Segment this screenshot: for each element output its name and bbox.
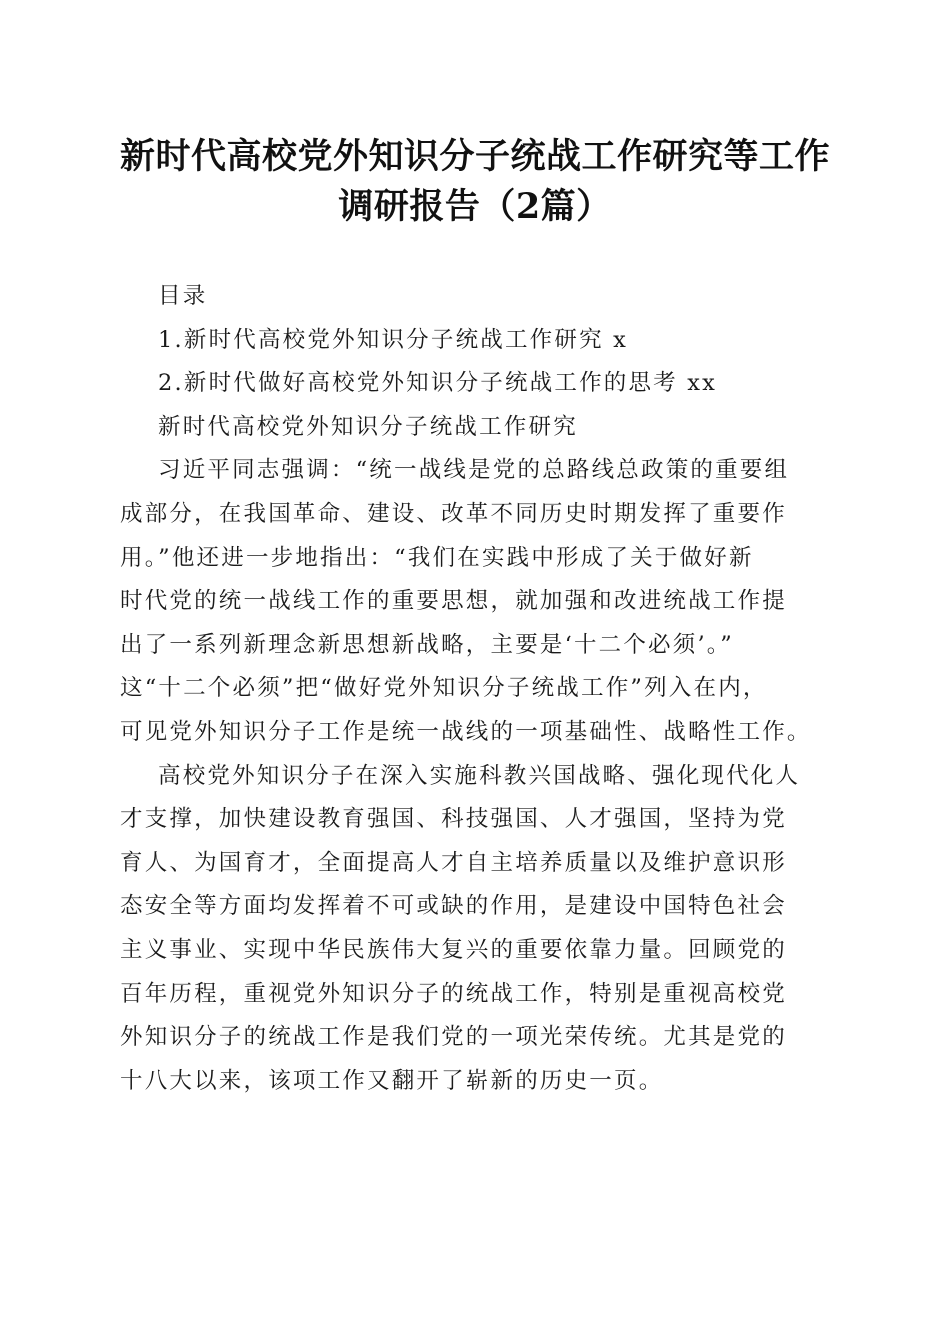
paragraph-line: 成部分，在我国革命、建设、改革不同历史时期发挥了重要作 [120,500,787,527]
paragraph-line: 育人、为国育才，全面提高人才自主培养质量以及维护意识形 [120,849,787,876]
document-title [100,132,850,232]
paragraph-2 [120,755,826,1104]
paragraph-line: 外知识分子的统战工作是我们党的一项光荣传统。尤其是党的 [120,1024,787,1051]
toc-item-2: 2.新时代做好高校党外知识分子统战工作的思考 xx [158,370,717,397]
title-line-1: 新时代高校党外知识分子统战工作研究等工作 [119,136,830,177]
paragraph-line: 习近平同志强调：“统一战线是党的总路线总政策的重要组 [158,457,790,484]
paragraph-line: 可见党外知识分子工作是统一战线的一项基础性、战略性工作。 [120,718,812,745]
paragraph-line: 主义事业、实现中华民族伟大复兴的重要依靠力量。回顾党的 [120,936,787,963]
toc-heading: 目录 [158,283,208,309]
section-heading: 新时代高校党外知识分子统战工作研究 [158,413,578,440]
paragraph-line: 百年历程，重视党外知识分子的统战工作，特别是重视高校党 [120,980,787,1007]
paragraph-line: 用。”他还进一步地指出：“我们在实践中形成了关于做好新 [120,544,754,571]
paragraph-line: 这“十二个必须”把“做好党外知识分子统战工作”列入在内， [120,675,768,702]
title-line-2: 调研报告（2篇） [338,186,612,227]
document-body [120,275,826,1103]
paragraph-line: 态安全等方面均发挥着不可或缺的作用，是建设中国特色社会 [120,893,787,920]
paragraph-line: 高校党外知识分子在深入实施科教兴国战略、强化现代化人 [158,762,801,789]
toc-item-1: 1.新时代高校党外知识分子统战工作研究 x [158,326,629,353]
paragraph-1 [120,449,826,754]
paragraph-line: 十八大以来，该项工作又翻开了崭新的历史一页。 [120,1067,664,1094]
paragraph-line: 才支撑，加快建设教育强国、科技强国、人才强国，坚持为党 [120,806,787,833]
paragraph-line: 时代党的统一战线工作的重要思想，就加强和改进统战工作提 [120,588,787,615]
paragraph-line: 出了一系列新理念新思想新战略，主要是‘十二个必须’。” [120,631,734,658]
